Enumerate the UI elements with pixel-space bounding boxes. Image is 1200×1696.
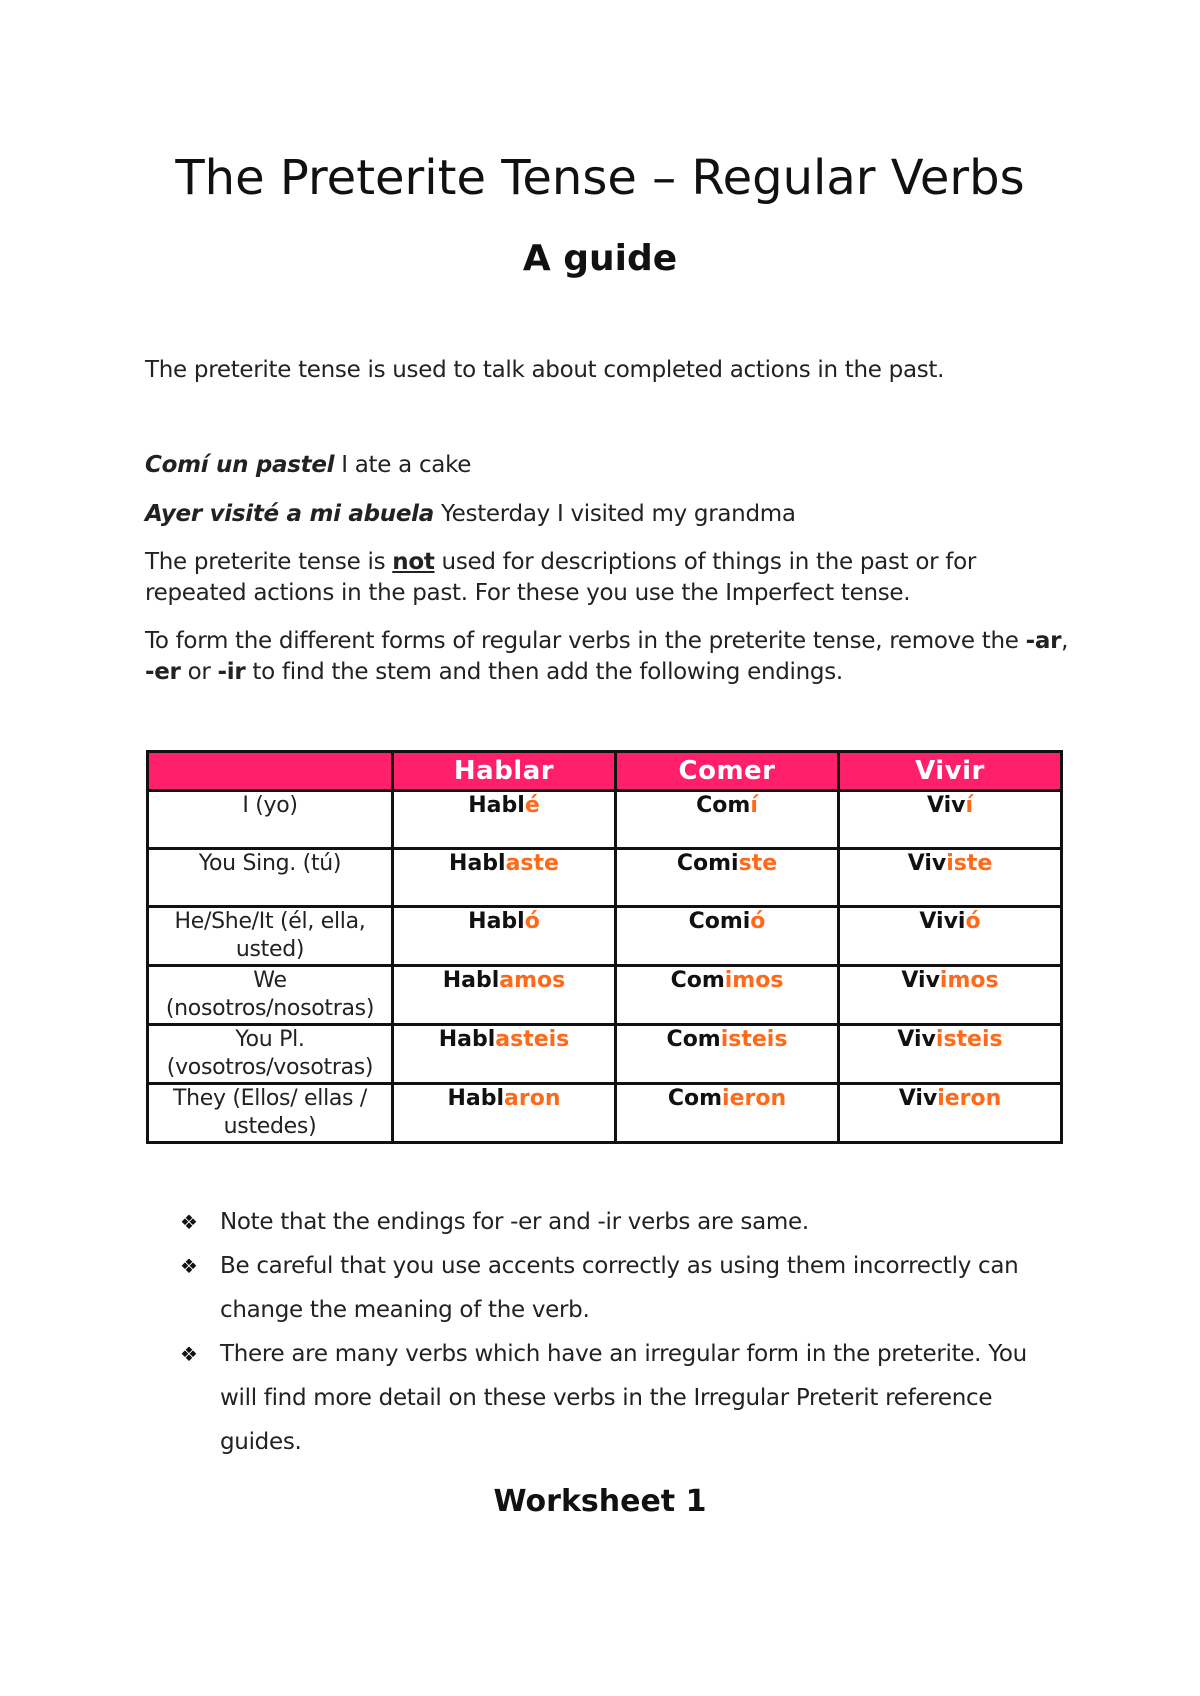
diamond-bullet-icon: ❖ <box>180 1342 198 1366</box>
example-2-english: Yesterday I visited my grandma <box>440 501 796 527</box>
verb-ending: ó <box>524 909 540 934</box>
note-item <box>180 1244 1070 1332</box>
not-para-after: used for descriptions of things in the past or for repeated actions in the past. For these you use the Imperfect tense. <box>145 549 977 606</box>
formation-paragraph <box>145 626 1070 688</box>
verb-ending: ó <box>965 909 981 934</box>
verb-ending: asteis <box>495 1027 570 1052</box>
conjugation-cell-hablar <box>393 1025 616 1084</box>
conjugation-cell-hablar <box>393 849 616 907</box>
note-text: Be careful that you use accents correctly as using them incorrectly can change the meaning of the verb. <box>220 1253 1019 1323</box>
verb-ending: í <box>965 793 974 818</box>
diamond-bullet-icon: ❖ <box>180 1210 198 1234</box>
verb-ending: amos <box>499 968 566 993</box>
conjugation-cell-hablar <box>393 966 616 1025</box>
verb-stem: Comi <box>676 851 739 876</box>
note-item <box>180 1332 1070 1464</box>
conjugation-cell-comer <box>616 966 839 1025</box>
example-2 <box>145 499 1070 530</box>
verb-stem: Habl <box>449 851 506 876</box>
diamond-bullet-icon: ❖ <box>180 1254 198 1278</box>
verb-stem: Com <box>666 1027 721 1052</box>
conjugation-cell-vivir <box>839 1084 1062 1143</box>
worksheet-heading: Worksheet 1 <box>493 1484 707 1519</box>
table-row <box>148 791 1062 849</box>
header-corner <box>148 752 393 791</box>
verb-stem: Habl <box>438 1027 496 1052</box>
conjugation-cell-hablar <box>393 1084 616 1143</box>
notes-list <box>180 1200 1070 1464</box>
pronoun-cell: We (nosotros/nosotras) <box>148 966 393 1025</box>
verb-ending: í <box>750 793 758 818</box>
example-1 <box>145 450 1070 481</box>
pronoun-cell: They (Ellos/ ellas / ustedes) <box>148 1084 393 1143</box>
verb-stem: Viv <box>901 968 940 993</box>
verb-ending: ste <box>738 851 778 876</box>
conjugation-cell-comer <box>616 849 839 907</box>
conjugation-table <box>146 750 1063 1144</box>
verb-ending: iste <box>946 851 993 876</box>
verb-stem: Viv <box>898 1086 938 1111</box>
verb-stem: Viv <box>907 851 947 876</box>
verb-ending: aron <box>504 1086 561 1111</box>
verb-stem: Com <box>667 1086 723 1111</box>
table-row <box>148 907 1062 966</box>
not-para-before: The preterite tense is <box>145 549 393 575</box>
conjugation-cell-vivir <box>839 849 1062 907</box>
verb-stem: Habl <box>468 793 525 818</box>
table-row <box>148 966 1062 1025</box>
table-row <box>148 849 1062 907</box>
page-title: The Preterite Tense – Regular Verbs <box>175 150 1025 206</box>
conjugation-cell-vivir <box>839 1025 1062 1084</box>
verb-stem: Com <box>670 968 725 993</box>
table-row <box>148 1025 1062 1084</box>
conjugation-cell-comer <box>616 907 839 966</box>
note-item <box>180 1200 1070 1244</box>
example-1-spanish: Comí un pastel <box>145 452 335 478</box>
conjugation-cell-comer <box>616 1025 839 1084</box>
ending-er: -er <box>145 659 181 685</box>
verb-ending: isteis <box>935 1027 1003 1052</box>
intro-paragraph: The preterite tense is used to talk about completed actions in the past. <box>145 357 945 383</box>
example-2-spanish: Ayer visité a mi abuela <box>145 501 434 527</box>
note-text: There are many verbs which have an irregular form in the preterite. You will find more detail on these verbs in the Irregular Preterit reference guides. <box>220 1341 1027 1455</box>
not-used-paragraph <box>145 547 1070 609</box>
header-vivir: Vivir <box>839 752 1062 791</box>
form-para-sep2: or <box>180 659 218 685</box>
verb-stem: Habl <box>447 1086 505 1111</box>
form-para-sep1: , <box>1061 628 1069 654</box>
conjugation-cell-hablar <box>393 791 616 849</box>
page-subtitle: A guide <box>522 238 678 279</box>
conjugation-cell-hablar <box>393 907 616 966</box>
verb-ending: é <box>524 793 540 818</box>
verb-stem: Habl <box>468 909 525 934</box>
verb-stem: Viv <box>926 793 966 818</box>
header-comer: Comer <box>616 752 839 791</box>
verb-ending: ieron <box>937 1086 1002 1111</box>
pronoun-cell: He/She/It (él, ella, usted) <box>148 907 393 966</box>
pronoun-cell: I (yo) <box>148 791 393 849</box>
verb-ending: imos <box>939 968 999 993</box>
verb-ending: imos <box>724 968 784 993</box>
pronoun-cell: You Sing. (tú) <box>148 849 393 907</box>
conjugation-cell-vivir <box>839 907 1062 966</box>
pronoun-cell: You Pl. (vosotros/vosotras) <box>148 1025 393 1084</box>
conjugation-cell-vivir <box>839 966 1062 1025</box>
verb-stem: Viv <box>897 1027 936 1052</box>
verb-stem: Vivi <box>919 909 966 934</box>
table-header-row <box>148 752 1062 791</box>
conjugation-cell-comer <box>616 1084 839 1143</box>
header-hablar: Hablar <box>393 752 616 791</box>
ending-ir: -ir <box>217 659 246 685</box>
conjugation-cell-vivir <box>839 791 1062 849</box>
conjugation-cell-comer <box>616 791 839 849</box>
form-para-part1: To form the different forms of regular verbs in the preterite tense, remove the <box>145 628 1026 654</box>
verb-stem: Habl <box>442 968 500 993</box>
verb-ending: ieron <box>722 1086 787 1111</box>
table-row <box>148 1084 1062 1143</box>
verb-ending: aste <box>505 851 559 876</box>
form-para-part2: to find the stem and then add the following endings. <box>245 659 843 685</box>
verb-ending: isteis <box>720 1027 788 1052</box>
not-emphasis: not <box>392 549 435 575</box>
verb-stem: Comi <box>688 909 751 934</box>
note-text: Note that the endings for -er and -ir verbs are same. <box>220 1209 809 1235</box>
verb-stem: Com <box>696 793 751 818</box>
example-1-english: I ate a cake <box>341 452 472 478</box>
verb-ending: ó <box>750 909 766 934</box>
ending-ar: -ar <box>1025 628 1062 654</box>
